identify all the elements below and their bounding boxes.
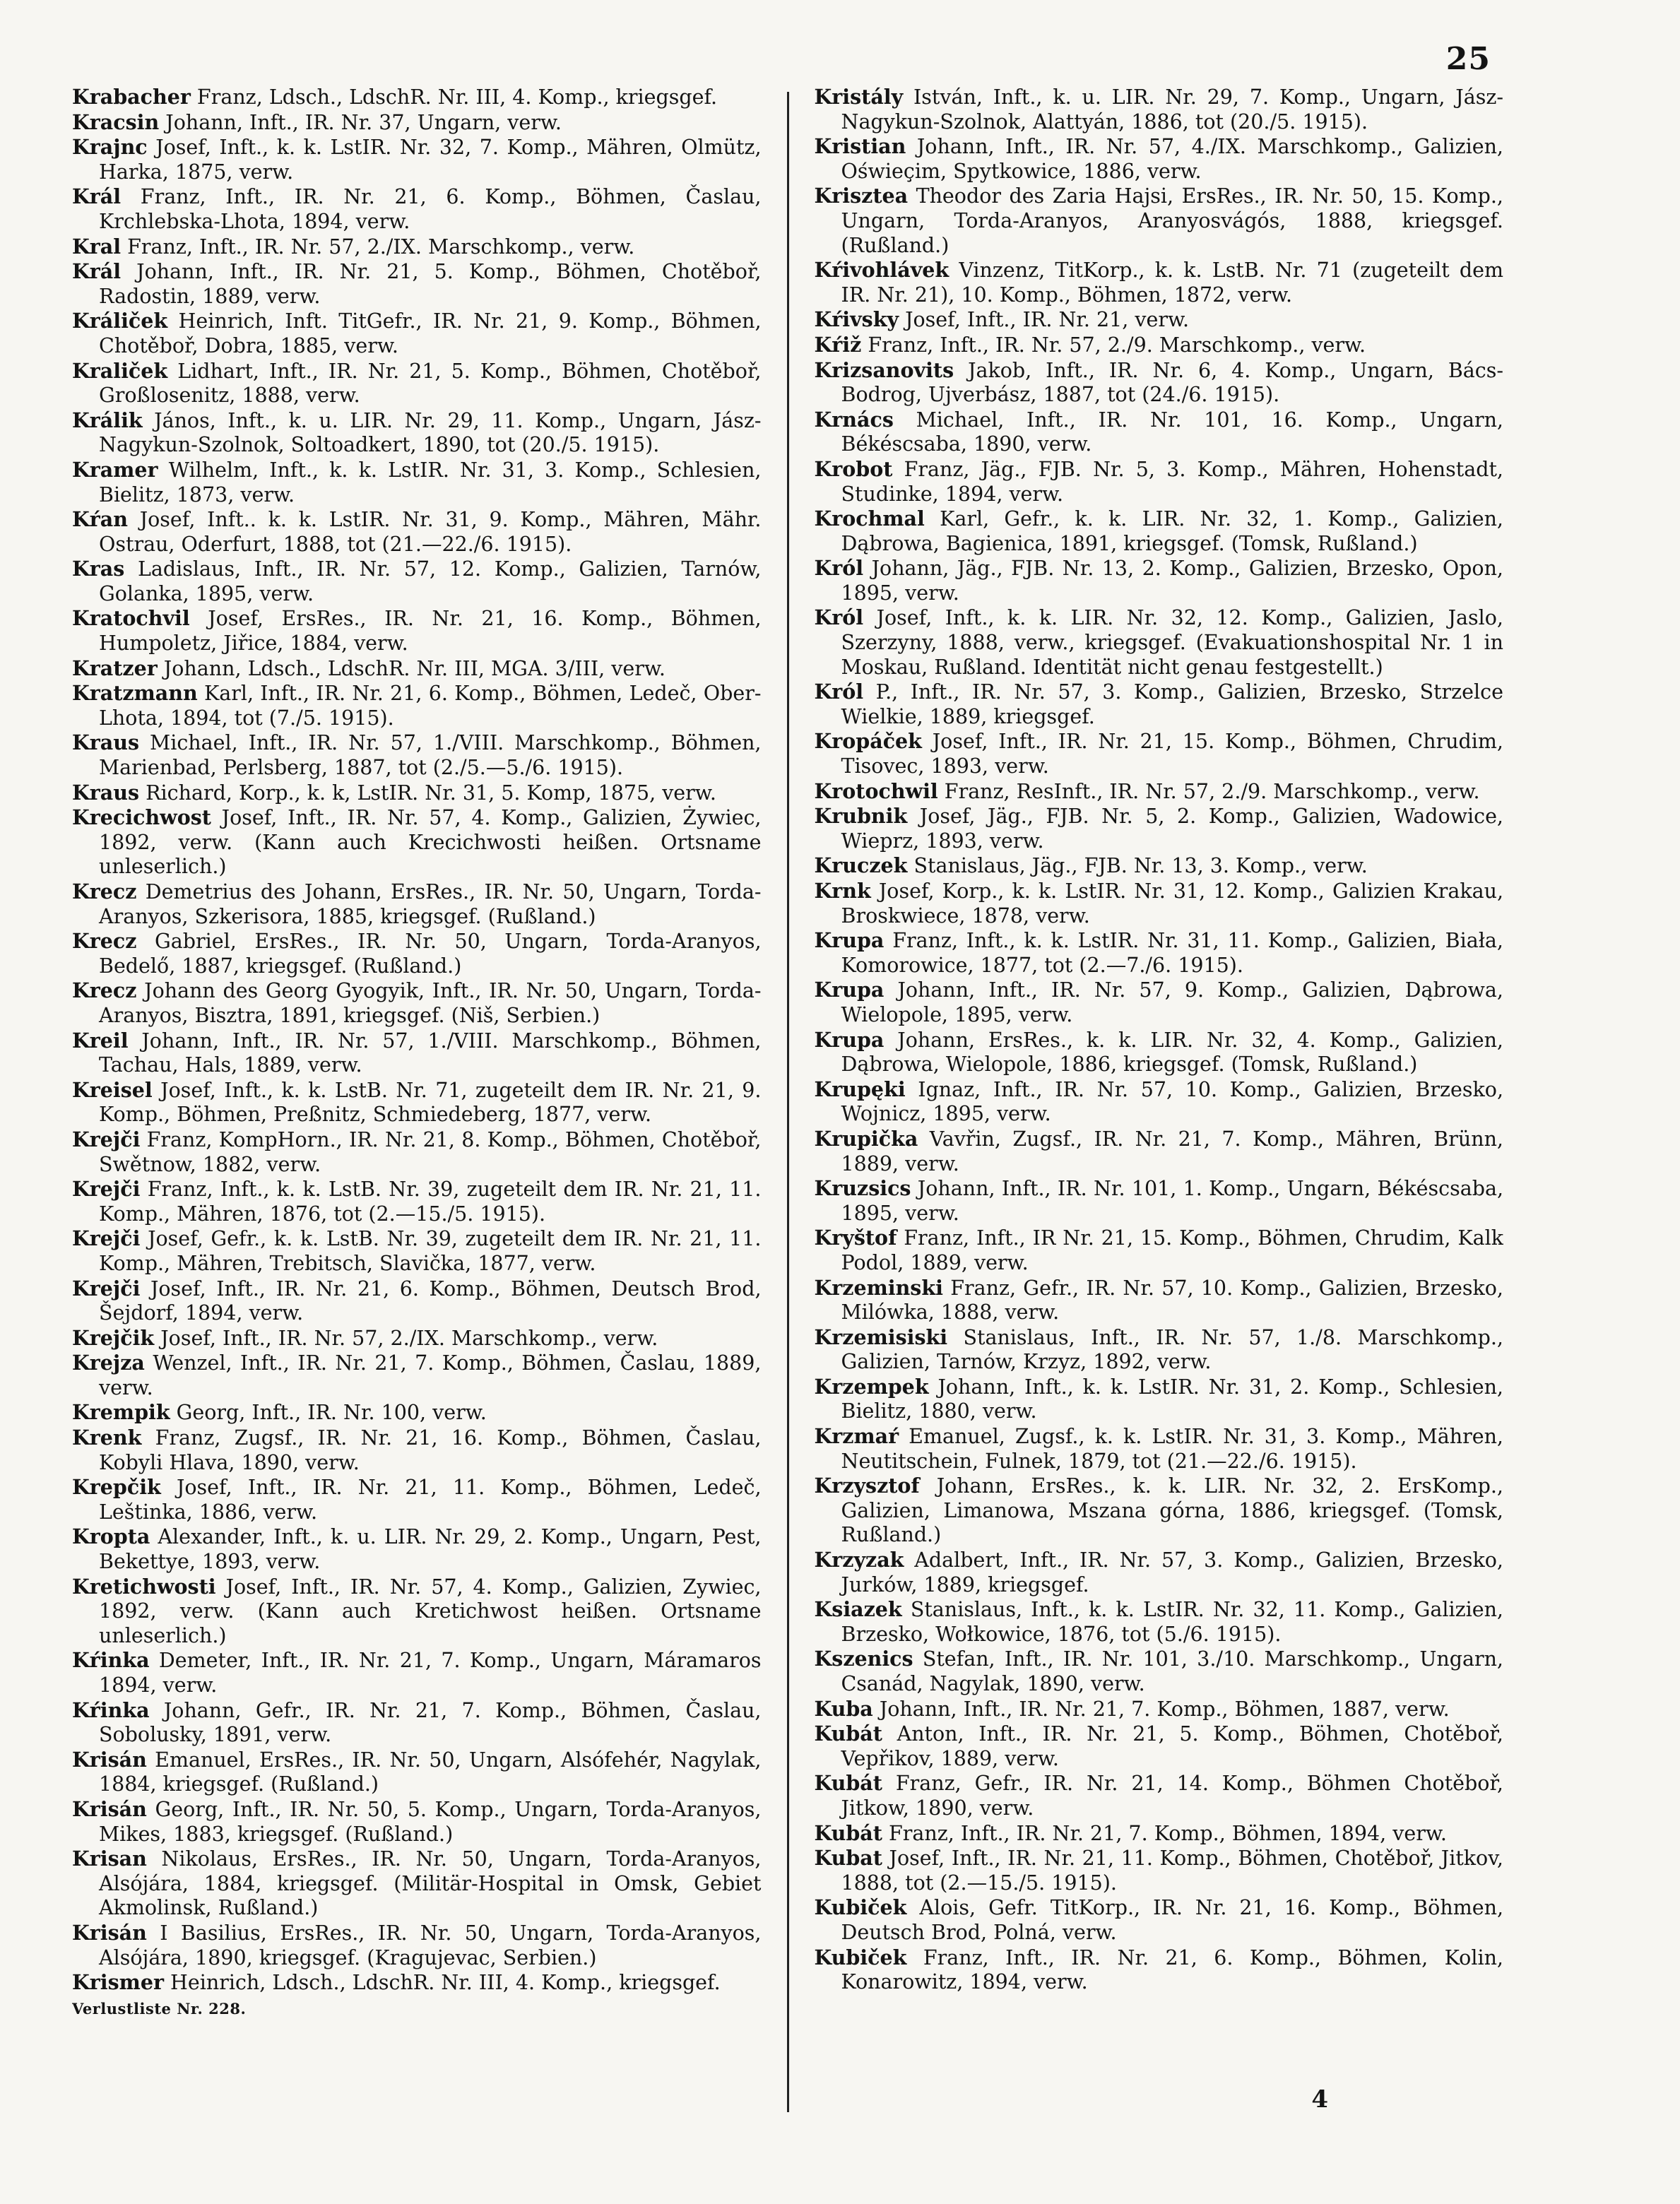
- list-entry: [72, 1400, 762, 1426]
- entry-details: Michael, Inft., IR. Nr. 101, 16. Komp., Ungarn, Békéscsaba, 1890, verw.: [841, 408, 1503, 456]
- entry-details: Josef, Inft., IR. Nr. 21, 6. Komp., Böhmen, Deutsch Brod, Šejdorf, 1894, verw.: [99, 1276, 762, 1325]
- entry-surname: Krisztea: [814, 184, 909, 208]
- entry-surname: Krubnik: [814, 804, 908, 829]
- entry-details: Richard, Korp., k. k, LstIR. Nr. 31, 5. Komp, 1875, verw.: [139, 781, 716, 805]
- entry-surname: Kŕivsky: [814, 307, 899, 332]
- entry-surname: Králiček: [72, 309, 168, 333]
- list-entry: [815, 408, 1504, 457]
- list-entry: [815, 1028, 1504, 1077]
- entry-details: Johann, Inft., k. k. LstIR. Nr. 31, 2. Komp., Schlesien, Bielitz, 1880, verw.: [841, 1375, 1503, 1423]
- list-entry: [72, 1748, 762, 1797]
- entry-details: Franz, ResInft., IR. Nr. 57, 2./9. Marschkomp., verw.: [937, 779, 1480, 803]
- list-entry: [72, 978, 762, 1028]
- entry-surname: Krzyzak: [814, 1548, 904, 1572]
- entry-details: Josef, Korp., k. k. LstIR. Nr. 31, 12. Komp., Galizien Krakau, Broskwiece, 1878, verw.: [841, 879, 1503, 928]
- entry-details: Johann, Inft., IR. Nr. 57, 9. Komp., Galizien, Dąbrowa, Wielopole, 1895, verw.: [841, 978, 1503, 1026]
- entry-surname: Krupa: [814, 978, 885, 1002]
- list-entry: [815, 1548, 1504, 1597]
- list-entry: [72, 879, 762, 929]
- entry-details: Heinrich, Ldsch., LdschR. Nr. III, 4. Komp., kriegsgef.: [163, 1971, 721, 1995]
- list-entry: [815, 1325, 1504, 1375]
- entry-surname: Kratzmann: [72, 681, 198, 706]
- list-entry: [815, 307, 1504, 333]
- entry-surname: Krecz: [72, 929, 137, 954]
- entry-surname: Krabacher: [72, 85, 191, 109]
- entry-surname: Krismer: [72, 1970, 164, 1995]
- list-entry: [72, 110, 762, 136]
- list-entry: [72, 1797, 762, 1847]
- right-column: [815, 85, 1504, 2147]
- entry-details: Georg, Inft., IR. Nr. 50, 5. Komp., Ungarn, Torda-Aranyos, Mikes, 1883, kriegsgef. (Rußland.): [99, 1797, 762, 1846]
- list-entry: [815, 333, 1504, 358]
- entry-surname: Krizsanovits: [814, 357, 954, 382]
- list-entry: [72, 507, 762, 557]
- entry-details: Franz, Jäg., FJB. Nr. 5, 3. Komp., Mähren, Hohenstadt, Studinke, 1894, verw.: [841, 457, 1503, 506]
- entry-surname: Krenk: [72, 1426, 142, 1450]
- list-entry: [815, 1697, 1504, 1722]
- entry-surname: Kropáček: [814, 729, 922, 754]
- entry-surname: Kreil: [72, 1028, 129, 1053]
- entry-surname: Krejči: [72, 1226, 141, 1251]
- list-entry: [72, 259, 762, 309]
- list-entry: [815, 1895, 1504, 1945]
- entry-details: Johann, Inft., IR. Nr. 21, 7. Komp., Böhmen, 1887, verw.: [872, 1697, 1450, 1721]
- entry-details: Anton, Inft., IR. Nr. 21, 5. Komp., Böhmen, Chotěboř, Vepřikov, 1889, verw.: [841, 1722, 1503, 1770]
- entry-surname: Kŕan: [72, 507, 128, 532]
- entry-details: Josef, ErsRes., IR. Nr. 21, 16. Komp., Böhmen, Humpoletz, Jiřice, 1884, verw.: [99, 607, 762, 656]
- entry-details: Johann, ErsRes., k. k. LIR. Nr. 32, 4. Komp., Galizien, Dąbrowa, Wielopole, 1886, kriegsgef. (Tomsk, Rußland.): [841, 1028, 1503, 1077]
- list-entry: [72, 1698, 762, 1748]
- entry-surname: Kruczek: [814, 853, 908, 878]
- list-entry: [72, 730, 762, 780]
- list-entry: [815, 184, 1504, 258]
- entry-surname: Králik: [72, 408, 143, 432]
- entry-details: Johann, Inft., IR. Nr. 37, Ungarn, verw.: [159, 110, 562, 134]
- entry-details: Vavřin, Zugsf., IR. Nr. 21, 7. Komp., Mähren, Brünn, 1889, verw.: [841, 1127, 1503, 1175]
- entry-surname: Krecz: [72, 879, 137, 903]
- entry-details: Stanislaus, Jäg., FJB. Nr. 13, 3. Komp., verw.: [907, 854, 1368, 878]
- entry-details: Franz, Inft., IR. Nr. 21, 6. Komp., Böhmen, Časlau, Krchlebska-Lhota, 1894, verw.: [99, 185, 762, 233]
- list-entry: [72, 1970, 762, 1996]
- entry-details: Alexander, Inft., k. u. LIR. Nr. 29, 2. Komp., Ungarn, Pest, Bekettye, 1893, verw.: [99, 1525, 762, 1574]
- sheet-number: 4: [1311, 2085, 1328, 2114]
- entry-details: Emanuel, ErsRes., IR. Nr. 50, Ungarn, Alsófehér, Nagylak, 1884, kriegsgef. (Rußland.): [99, 1748, 762, 1796]
- list-entry: [815, 978, 1504, 1027]
- list-entry: [72, 1524, 762, 1574]
- list-entry: [72, 805, 762, 879]
- entry-surname: Krempik: [72, 1400, 170, 1425]
- entry-surname: Kubát: [814, 1820, 882, 1845]
- entry-surname: Kracsin: [72, 109, 160, 134]
- list-entry: [815, 1846, 1504, 1895]
- list-entry: [72, 781, 762, 806]
- list-entry: [815, 1821, 1504, 1847]
- entry-surname: Król: [814, 680, 864, 704]
- entry-surname: Krepčik: [72, 1475, 161, 1500]
- entry-details: Heinrich, Inft. TitGefr., IR. Nr. 21, 9. Komp., Böhmen, Chotěboř, Dobra, 1885, verw.: [99, 309, 762, 357]
- list-entry: [72, 1426, 762, 1475]
- list-entry: [72, 1921, 762, 1970]
- list-entry: [72, 184, 762, 234]
- list-entry: [815, 779, 1504, 805]
- entry-details: Demeter, Inft., IR. Nr. 21, 7. Komp., Ungarn, Máramaros 1894, verw.: [99, 1649, 762, 1697]
- entry-details: Wenzel, Inft., IR. Nr. 21, 7. Komp., Böhmen, Časlau, 1889, verw.: [99, 1351, 762, 1399]
- entry-details: Johann, Inft., IR. Nr. 21, 5. Komp., Böhmen, Chotěboř, Radostin, 1889, verw.: [99, 260, 762, 308]
- entry-surname: Kraus: [72, 730, 140, 755]
- left-column: [72, 85, 762, 2147]
- entry-surname: Kubát: [814, 1771, 882, 1796]
- footer-list-number: Verlustliste Nr. 228.: [72, 1999, 247, 2018]
- entry-surname: Krotochwil: [814, 778, 938, 803]
- entry-surname: Kszenics: [814, 1647, 913, 1671]
- entry-details: Josef, Inft., IR. Nr. 57, 2./IX. Marschkomp., verw.: [154, 1326, 658, 1350]
- entry-details: Wilhelm, Inft., k. k. LstIR. Nr. 31, 3. Komp., Schlesien, Bielitz, 1873, verw.: [99, 458, 762, 506]
- entry-details: Lidhart, Inft., IR. Nr. 21, 5. Komp., Böhmen, Chotěboř, Großlosenitz, 1888, verw.: [99, 359, 762, 408]
- list-entry: [815, 1127, 1504, 1176]
- entry-details: Theodor des Zaria Hajsi, ErsRes., IR. Nr. 50, 15. Komp., Ungarn, Torda-Aranyos, Aranyosvágós, 1888, kriegsgef. (Rußland.): [841, 184, 1503, 257]
- entry-surname: Krejči: [72, 1276, 141, 1301]
- entry-details: Alois, Gefr. TitKorp., IR. Nr. 21, 16. Komp., Böhmen, Deutsch Brod, Polná, verw.: [841, 1896, 1503, 1944]
- entry-surname: Ksiazek: [814, 1597, 902, 1622]
- list-entry: [72, 458, 762, 507]
- list-entry: [815, 928, 1504, 978]
- entry-surname: Kraliček: [72, 358, 168, 383]
- entry-surname: Krecz: [72, 978, 137, 1003]
- entry-surname: Krupička: [814, 1126, 918, 1151]
- entry-details: Franz, Ldsch., LdschR. Nr. III, 4. Komp., kriegsgef.: [190, 85, 718, 109]
- list-entry: [72, 929, 762, 978]
- list-entry: [815, 85, 1504, 134]
- list-entry: [815, 1474, 1504, 1548]
- list-entry: [72, 1575, 762, 1649]
- entry-details: Josef, Inft., k. k. LIR. Nr. 32, 12. Komp., Galizien, Jaslo, Szerzyny, 1888, verw., kriegsgef. (Evakuationshospital Nr. 1 in Moskau, Rußland. Identität nicht genau festgestellt.): [841, 606, 1503, 679]
- entry-surname: Krupęki: [814, 1077, 906, 1101]
- list-entry: [72, 1648, 762, 1698]
- entry-surname: Kŕivohlávek: [814, 258, 950, 283]
- entry-details: Franz, Inft., IR. Nr. 57, 2./IX. Marschkomp., verw.: [121, 235, 635, 259]
- entry-details: Gabriel, ErsRes., IR. Nr. 50, Ungarn, Torda-Aranyos, Bedelő, 1887, kriegsgef. (Rußland.): [99, 930, 762, 978]
- page-number: 25: [1445, 41, 1491, 77]
- entry-surname: Kratzer: [72, 656, 158, 680]
- entry-details: Johann, Inft., IR. Nr. 57, 4./IX. Marschkomp., Galizien, Oświeçim, Spytkowice, 1886, verw.: [841, 135, 1503, 183]
- list-entry: [815, 457, 1504, 506]
- entry-details: Stanislaus, Inft., IR. Nr. 57, 1./8. Marschkomp., Galizien, Tarnów, Krzyz, 1892, verw.: [841, 1325, 1503, 1374]
- entry-details: Franz, KompHorn., IR. Nr. 21, 8. Komp., Böhmen, Chotěboř, Swětnow, 1882, verw.: [99, 1127, 762, 1176]
- list-entry: [72, 557, 762, 606]
- list-entry: [815, 1176, 1504, 1226]
- list-entry: [72, 1475, 762, 1524]
- entry-details: I Basilius, ErsRes., IR. Nr. 50, Ungarn, Torda-Aranyos, Alsójára, 1890, kriegsgef. (Kragujevac, Serbien.): [99, 1921, 762, 1969]
- list-entry: [815, 1945, 1504, 1995]
- entry-details: Stefan, Inft., IR. Nr. 101, 3./10. Marschkomp., Ungarn, Csanád, Nagylak, 1890, verw.: [841, 1647, 1503, 1695]
- entry-details: Johann, Ldsch., LdschR. Nr. III, MGA. 3/III, verw.: [157, 656, 666, 680]
- entry-surname: Król: [814, 605, 864, 630]
- entry-details: Josef, Inft., IR. Nr. 21, 15. Komp., Böhmen, Chrudim, Tisovec, 1893, verw.: [841, 730, 1503, 778]
- list-entry: [815, 1226, 1504, 1275]
- entry-details: Adalbert, Inft., IR. Nr. 57, 3. Komp., Galizien, Brzesko, Jurków, 1889, kriegsgef.: [841, 1548, 1503, 1596]
- entry-details: Johann, ErsRes., k. k. LIR. Nr. 32, 2. ErsKomp., Galizien, Limanowa, Mszana górna, 1886, kriegsgef. (Tomsk, Rußland.): [841, 1474, 1503, 1547]
- entry-surname: Krejči: [72, 1127, 141, 1151]
- entry-details: Franz, Gefr., IR. Nr. 57, 10. Komp., Galizien, Brzesko, Milówka, 1888, verw.: [841, 1276, 1503, 1325]
- list-entry: [815, 853, 1504, 879]
- entry-details: Josef, Inft., IR. Nr. 21, verw.: [899, 308, 1190, 332]
- entry-details: Franz, Inft., IR. Nr. 21, 6. Komp., Böhmen, Kolin, Konarowitz, 1894, verw.: [841, 1945, 1503, 1994]
- entry-details: János, Inft., k. u. LIR. Nr. 29, 11. Komp., Ungarn, Jász-Nagykun-Szolnok, Soltoadkert, 1890, tot (20./5. 1915).: [99, 408, 762, 457]
- list-entry: [815, 1276, 1504, 1325]
- list-entry: [72, 235, 762, 260]
- entry-surname: Kristian: [814, 134, 906, 159]
- entry-surname: Krejči: [72, 1177, 141, 1202]
- entry-surname: Krisán: [72, 1747, 147, 1772]
- list-entry: [72, 135, 762, 184]
- list-entry: [72, 1276, 762, 1326]
- entry-surname: Krnk: [814, 879, 871, 903]
- entry-surname: Král: [72, 259, 122, 284]
- list-entry: [815, 358, 1504, 408]
- entry-details: Josef, Inft.. k. k. LstIR. Nr. 31, 9. Komp., Mähren, Mähr. Ostrau, Oderfurt, 1888, tot (21.—22./6. 1915).: [99, 508, 762, 556]
- list-entry: [815, 1647, 1504, 1696]
- entry-surname: Kryštof: [814, 1226, 897, 1250]
- entry-details: Josef, Inft., IR. Nr. 57, 4. Komp., Galizien, Zywiec, 1892, verw. (Kann auch Kretichwost heißen. Ortsname unleserlich.): [99, 1575, 762, 1647]
- entry-details: Franz, Inft., IR. Nr. 21, 7. Komp., Böhmen, 1894, verw.: [882, 1821, 1447, 1845]
- entry-surname: Krecichwost: [72, 805, 211, 830]
- entry-details: Josef, Inft., IR. Nr. 21, 11. Komp., Böhmen, Ledeč, Leštinka, 1886, verw.: [99, 1476, 762, 1524]
- entry-surname: Krzemisiski: [814, 1325, 948, 1349]
- entry-surname: Kubiček: [814, 1945, 907, 1969]
- list-entry: [72, 1351, 762, 1400]
- entry-details: Josef, Inft., k. k. LstIR. Nr. 32, 7. Komp., Mähren, Olmütz, Harka, 1875, verw.: [99, 136, 762, 184]
- entry-surname: Kubát: [814, 1722, 882, 1746]
- entry-details: Georg, Inft., IR. Nr. 100, verw.: [170, 1401, 487, 1425]
- entry-surname: Krupa: [814, 928, 885, 953]
- entry-surname: Kubiček: [814, 1895, 907, 1920]
- entry-details: Ladislaus, Inft., IR. Nr. 57, 12. Komp., Galizien, Tarnów, Golanka, 1895, verw.: [99, 557, 762, 605]
- entry-details: Karl, Inft., IR. Nr. 21, 6. Komp., Böhmen, Ledeč, Ober-Lhota, 1894, tot (7./5. 1915).: [99, 682, 762, 730]
- entry-details: Franz, Inft., k. k. LstB. Nr. 39, zugeteilt dem IR. Nr. 21, 11. Komp., Mähren, 1876, tot (2.—15./5. 1915).: [99, 1178, 762, 1226]
- entry-surname: Kuba: [814, 1696, 873, 1721]
- entry-details: Franz, Inft., k. k. LstIR. Nr. 31, 11. Komp., Galizien, Biała, Komorowice, 1877, tot (2.—7./6. 1915).: [841, 929, 1503, 977]
- entry-details: Franz, Zugsf., IR. Nr. 21, 16. Komp., Böhmen, Časlau, Kobyli Hlava, 1890, verw.: [99, 1426, 762, 1474]
- list-entry: [815, 1375, 1504, 1424]
- list-entry: [72, 408, 762, 458]
- entry-details: Johann des Georg Gyogyik, Inft., IR. Nr. 50, Ungarn, Torda-Aranyos, Bisztra, 1891, kriegsgef. (Niš, Serbien.): [99, 979, 762, 1027]
- column-divider: [787, 92, 789, 2112]
- entry-surname: Krzysztof: [814, 1474, 920, 1498]
- entry-details: Vinzenz, TitKorp., k. k. LstB. Nr. 71 (zugeteilt dem IR. Nr. 21), 10. Komp., Böhmen, 1872, verw.: [841, 259, 1503, 307]
- entry-surname: Kraus: [72, 780, 140, 805]
- list-entry: [72, 656, 762, 682]
- entry-details: Franz, Inft., IR Nr. 21, 15. Komp., Böhmen, Chrudim, Kalk Podol, 1889, verw.: [841, 1226, 1503, 1274]
- entry-details: Johann, Inft., IR. Nr. 101, 1. Komp., Ungarn, Békéscsaba, 1895, verw.: [841, 1177, 1503, 1225]
- entry-surname: Król: [814, 556, 864, 581]
- entry-surname: Krobot: [814, 456, 893, 481]
- list-entry: [815, 1771, 1504, 1820]
- list-entry: [72, 1226, 762, 1276]
- list-entry: [815, 680, 1504, 729]
- list-entry: [72, 1078, 762, 1127]
- list-entry: [815, 729, 1504, 778]
- list-entry: [72, 309, 762, 358]
- entry-surname: Krejčik: [72, 1325, 155, 1350]
- entry-details: Ignaz, Inft., IR. Nr. 57, 10. Komp., Galizien, Brzesko, Wojnicz, 1895, verw.: [841, 1077, 1503, 1126]
- entry-details: Michael, Inft., IR. Nr. 57, 1./VIII. Marschkomp., Böhmen, Marienbad, Perlsberg, 1887, tot (2./5.—5./6. 1915).: [99, 731, 762, 780]
- entry-surname: Kristály: [814, 85, 904, 109]
- list-entry: [72, 1177, 762, 1226]
- entry-details: Josef, Inft., IR. Nr. 21, 11. Komp., Böhmen, Chotěboř, Jitkov, 1888, tot (2.—15./5. 1915).: [841, 1847, 1503, 1895]
- entry-details: Emanuel, Zugsf., k. k. LstIR. Nr. 31, 3. Komp., Mähren, Neutitschein, Fulnek, 1879, tot (21.—22./6. 1915).: [841, 1425, 1503, 1473]
- entry-surname: Kruzsics: [814, 1176, 911, 1201]
- entry-details: Stanislaus, Inft., k. k. LstIR. Nr. 32, 11. Komp., Galizien, Brzesko, Wołkowice, 1876, tot (5./6. 1915).: [841, 1598, 1503, 1646]
- entry-details: Josef, Inft., IR. Nr. 57, 4. Komp., Galizien, Żywiec, 1892, verw. (Kann auch Krecichwosti heißen. Ortsname unleserlich.): [99, 806, 762, 879]
- list-entry: [72, 681, 762, 730]
- entry-details: Demetrius des Johann, ErsRes., IR. Nr. 50, Ungarn, Torda-Aranyos, Szkerisora, 1885, kriegsgef. (Rußland.): [99, 880, 762, 928]
- list-entry: [815, 1597, 1504, 1647]
- list-entry: [815, 556, 1504, 605]
- entry-details: Johann, Jäg., FJB. Nr. 13, 2. Komp., Galizien, Brzesko, Opon, 1895, verw.: [841, 557, 1503, 605]
- list-entry: [72, 606, 762, 656]
- entry-surname: Krzmaŕ: [814, 1424, 899, 1449]
- list-entry: [72, 1326, 762, 1351]
- entry-surname: Krisan: [72, 1847, 147, 1871]
- entry-details: Josef, Inft., k. k. LstB. Nr. 71, zugeteilt dem IR. Nr. 21, 9. Komp., Böhmen, Preßnitz, Schmiedeberg, 1877, verw.: [99, 1078, 762, 1127]
- entry-details: Karl, Gefr., k. k. LIR. Nr. 32, 1. Komp., Galizien, Dąbrowa, Bagienica, 1891, kriegsgef. (Tomsk, Rußland.): [841, 507, 1503, 555]
- entry-surname: Krzeminski: [814, 1275, 943, 1300]
- entry-surname: Kral: [72, 234, 122, 259]
- entry-surname: Kubat: [814, 1846, 882, 1871]
- entry-surname: Kŕinka: [72, 1698, 150, 1722]
- entry-surname: Král: [72, 184, 122, 209]
- list-entry: [815, 879, 1504, 928]
- entry-surname: Krisán: [72, 1796, 147, 1821]
- list-entry: [815, 804, 1504, 853]
- entry-surname: Krejza: [72, 1351, 145, 1375]
- entry-surname: Krzempek: [814, 1374, 929, 1399]
- entry-details: Josef, Gefr., k. k. LstB. Nr. 39, zugeteilt dem IR. Nr. 21, 11. Komp., Mähren, Trebitsch, Slavička, 1877, verw.: [99, 1227, 762, 1275]
- list-entry: [72, 1127, 762, 1177]
- entry-surname: Krisán: [72, 1920, 147, 1945]
- entry-surname: Kretichwosti: [72, 1574, 216, 1599]
- entry-details: Jakob, Inft., IR. Nr. 6, 4. Komp., Ungarn, Bács-Bodrog, Ujverbász, 1887, tot (24./6. 1915).: [841, 358, 1503, 407]
- entry-details: Josef, Jäg., FJB. Nr. 5, 2. Komp., Galizien, Wadowice, Wieprz, 1893, verw.: [841, 805, 1503, 853]
- entry-surname: Kratochvil: [72, 606, 190, 631]
- entry-surname: Kŕinka: [72, 1648, 150, 1673]
- entry-details: Johann, Inft., IR. Nr. 57, 1./VIII. Marschkomp., Böhmen, Tachau, Hals, 1889, verw.: [99, 1029, 762, 1077]
- list-entry: [815, 1424, 1504, 1474]
- entry-details: Johann, Gefr., IR. Nr. 21, 7. Komp., Böhmen, Časlau, Sobolusky, 1891, verw.: [99, 1698, 762, 1747]
- list-entry: [815, 506, 1504, 556]
- list-entry: [815, 258, 1504, 307]
- list-entry: [72, 359, 762, 408]
- list-entry: [815, 134, 1504, 184]
- entry-details: Franz, Gefr., IR. Nr. 21, 14. Komp., Böhmen Chotěboř, Jitkow, 1890, verw.: [841, 1772, 1503, 1820]
- entry-details: István, Inft., k. u. LIR. Nr. 29, 7. Komp., Ungarn, Jász-Nagykun-Szolnok, Alattyán, 1886, tot (20./5. 1915).: [841, 85, 1503, 134]
- list-entry: [815, 605, 1504, 680]
- list-entry: [815, 1722, 1504, 1771]
- entry-surname: Krajnc: [72, 135, 148, 160]
- entry-surname: Krnács: [814, 407, 894, 432]
- entry-surname: Krupa: [814, 1027, 885, 1052]
- two-column-body: [72, 85, 1503, 2147]
- list-entry: [72, 1029, 762, 1078]
- entry-details: P., Inft., IR. Nr. 57, 3. Komp., Galizien, Brzesko, Strzelce Wielkie, 1889, kriegsgef.: [841, 680, 1503, 728]
- list-entry: [815, 1077, 1504, 1127]
- entry-surname: Krochmal: [814, 506, 925, 531]
- entry-surname: Kŕiž: [814, 332, 862, 357]
- list-entry: [72, 1847, 762, 1921]
- entry-surname: Kras: [72, 557, 125, 581]
- entry-surname: Kropta: [72, 1524, 150, 1549]
- entry-surname: Kreisel: [72, 1077, 153, 1102]
- entry-surname: Kramer: [72, 457, 158, 482]
- entry-details: Franz, Inft., IR. Nr. 57, 2./9. Marschkomp., verw.: [861, 333, 1366, 357]
- entry-details: Nikolaus, ErsRes., IR. Nr. 50, Ungarn, Torda-Aranyos, Alsójára, 1884, kriegsgef. (Militär-Hospital in Omsk, Gebiet Akmolinsk, Rußland.): [99, 1847, 762, 1920]
- list-entry: [72, 85, 762, 110]
